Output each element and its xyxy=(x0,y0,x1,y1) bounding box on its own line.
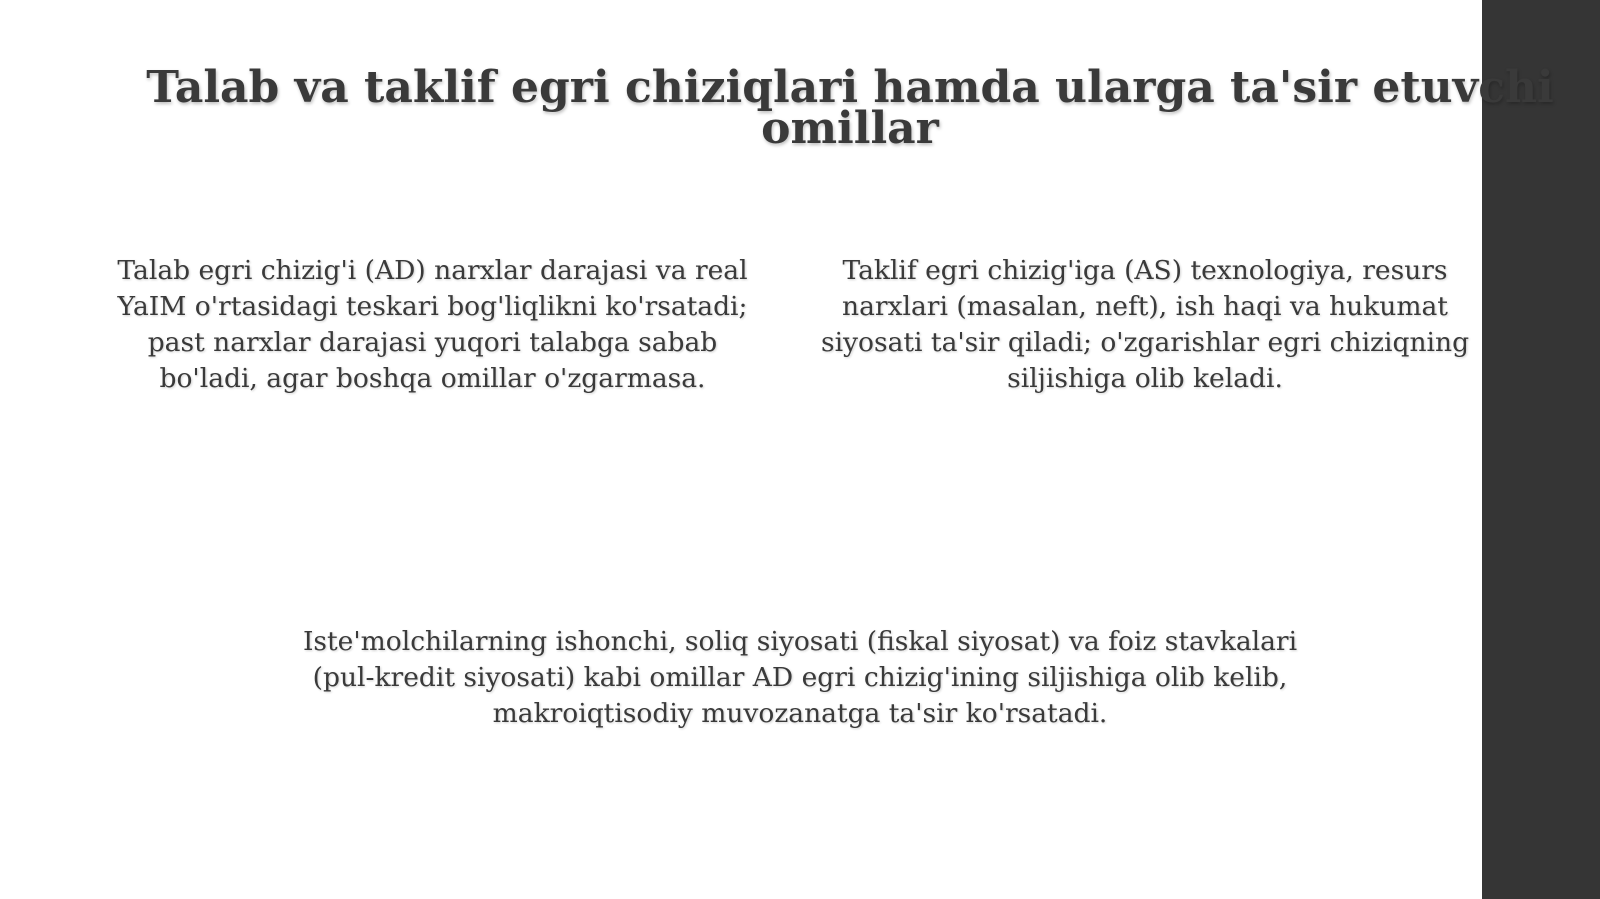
text-block-supply-curve: Taklif egri chizig'iga (AS) texnologiya, resurs narxlari (masalan, neft), ish haqi va hukumat siyosati ta'sir qiladi; o'zgarishlar egri chiziqning siljishiga olib keladi. xyxy=(820,254,1470,394)
text-block-demand-curve: Talab egri chizig'i (AD) narxlar darajasi va real YaIM o'rtasidagi teskari bog'liqlikni ko'rsatadi; past narxlar darajasi yuqori talabga sabab bo'ladi, agar boshqa omillar o'zgarmasa. xyxy=(117,254,748,394)
text-block-ad-shift-factors: Iste'molchilarning ishonchi, soliq siyosati (fiskal siyosat) va foiz stavkalari (pul-kredit siyosati) kabi omillar AD egri chizig'ining siljishiga olib kelib, makroiqtisodiy muvozanatga ta'sir ko'rsatadi. xyxy=(302,625,1298,729)
slide-title: Talab va taklif egri chiziqlari hamda ularga ta'sir etuvchi omillar xyxy=(146,62,1554,155)
